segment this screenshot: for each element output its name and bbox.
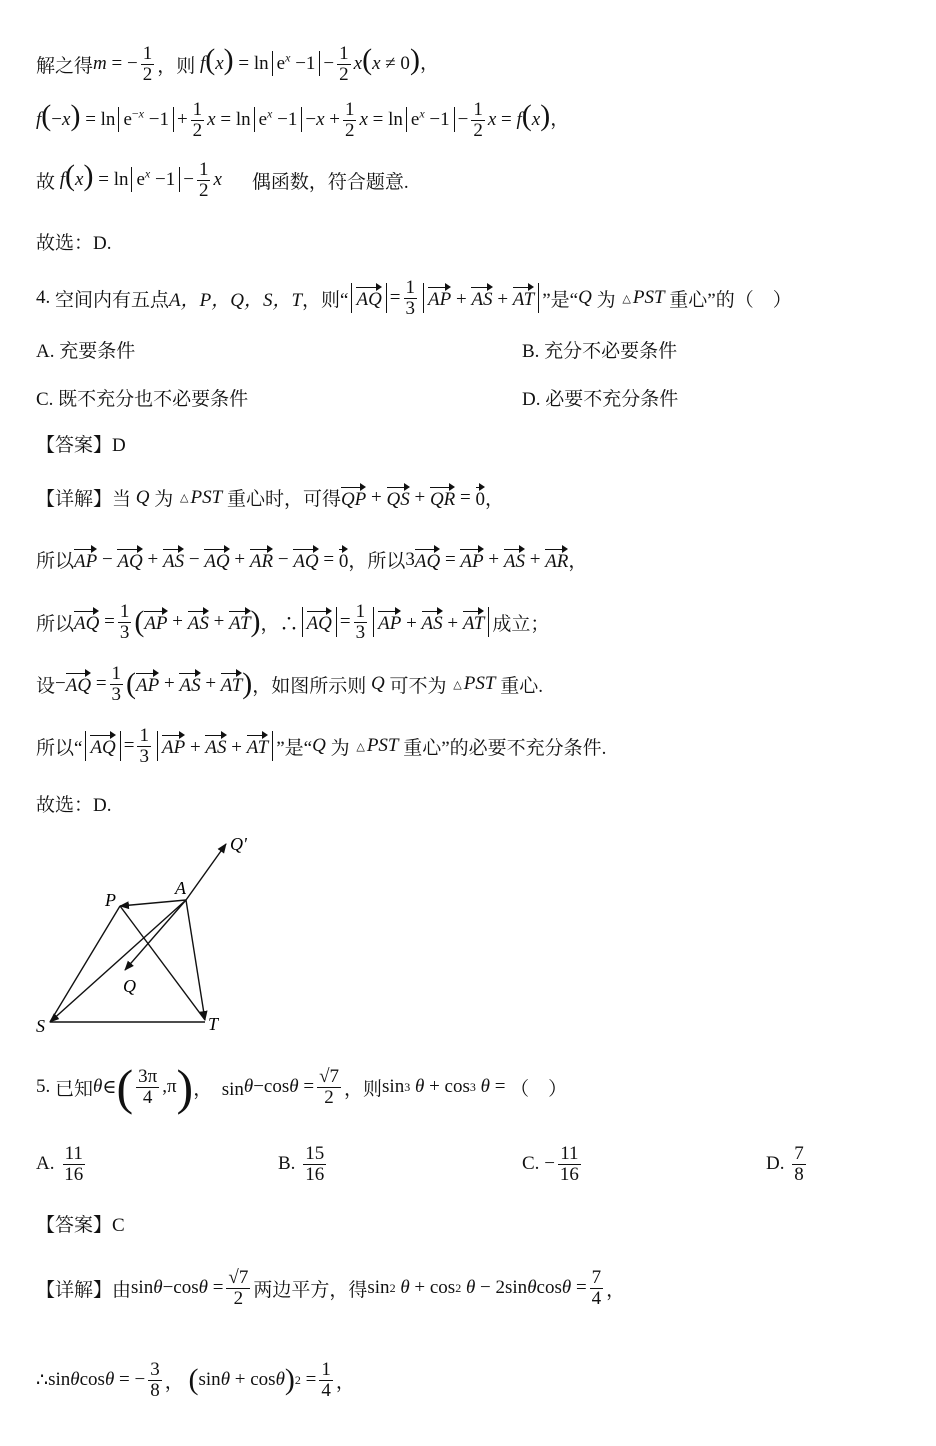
q-number: 5. xyxy=(36,1076,51,1097)
text: ，则“ xyxy=(302,289,349,311)
text: 故 xyxy=(36,171,56,193)
text: 偶函数，符合题意. xyxy=(251,171,409,193)
text: 已知 xyxy=(55,1078,94,1100)
option-d[interactable]: D. 必要不充分条件 xyxy=(522,389,679,410)
vector-AS xyxy=(50,900,186,1022)
detail-4-line-4: 设 − AQ = $\frac{1}{3}$ ( AP + AS + AT ) ，如图所示则 Q 可不为 △ PST 重心. xyxy=(36,663,543,705)
text: ，则 xyxy=(344,1078,383,1100)
text: 重心. xyxy=(500,675,543,697)
answer-4: 【答案】D xyxy=(36,435,126,456)
detail-5-line-1: 【详解】 由 sin θ −cos θ = $\frac{√7}{2}$ 两边平方，得 sin 2 θ + cos 2 θ − 2sin θ cos θ = $\frac{7}{4}$ ， xyxy=(36,1267,626,1309)
solution-line-3: 故 $f(x) = \ln e^x -1$ − $\frac{1}{2}$ x 偶函数，符合题意. xyxy=(36,158,409,201)
text: 解之得 xyxy=(36,55,94,77)
text: 两边平方，得 xyxy=(253,1279,368,1301)
label-Qprime: Q' xyxy=(230,834,247,854)
question-4: 4. 空间内有五点 A，P，Q，S，T ，则“ AQ = $\frac{1}{3}$ AP + AS + AT ”是“ Q 为 △ PST 重心”的（ ） xyxy=(36,277,792,319)
text: ”是“ xyxy=(276,737,313,759)
answer-5: 【答案】C xyxy=(36,1215,125,1236)
geometry-figure xyxy=(30,830,280,1040)
q-number: 4. xyxy=(36,287,51,309)
vector-AT xyxy=(186,900,205,1020)
detail-5-line-2: ∴ sin θ cos θ = − $\frac{3}{8}$ ， ( sin θ + cos θ ) 2 = $\frac{1}{4}$ ， xyxy=(36,1359,355,1401)
q5-option-a[interactable]: A. $\frac{11}{16}$ xyxy=(36,1143,84,1185)
detail-4-line-5: 所以“ AQ = $\frac{1}{3}$ AP + AS + AT ”是“ Q 为 △ PST 重心”的必要不充分条件. xyxy=(36,725,607,767)
detail-4-line-1: 【详解】 当 Q 为 △ PST 重心时，可得 QP + QS + QR = 0 ， xyxy=(36,484,504,511)
text: 由 xyxy=(112,1279,132,1301)
text: 当 xyxy=(112,489,132,510)
label-T: T xyxy=(208,1014,219,1034)
solution-line-2: $f(-x) = \ln e^{-x} -1$ + $\frac{1}{2}$ $x = \ln e^x -1 -x$ + $\frac{1}{2}$ $x = \ln e^x -1$ − $\frac{1}{2}$ x = f(x)， xyxy=(36,98,570,141)
text: 重心”的必要不充分条件. xyxy=(403,737,607,759)
text: C. xyxy=(522,1153,540,1175)
text: 成立； xyxy=(492,613,550,635)
text: 可不为 xyxy=(389,675,447,697)
text: ∴ xyxy=(36,1369,49,1391)
detail-4-line-2: 所以 AP − AQ + AS − AQ + AR − AQ = 0 ，所以 3 AQ = AP + AS + AR ， xyxy=(36,546,587,573)
text: ，如图所示则 xyxy=(252,675,367,697)
text: 重心”的（ ） xyxy=(669,289,792,311)
option-b[interactable]: B. 充分不必要条件 xyxy=(522,341,678,362)
text: A. xyxy=(36,1153,55,1175)
text: D. xyxy=(766,1153,785,1175)
label-S: S xyxy=(36,1016,45,1036)
q5-option-b[interactable]: B. $\frac{15}{16}$ xyxy=(278,1143,325,1185)
text: ”是“ xyxy=(542,289,579,311)
label-A: A xyxy=(175,878,186,898)
points: A，P，Q，S，T xyxy=(169,289,303,311)
text: ，则 xyxy=(157,55,196,77)
text: 空间内有五点 xyxy=(55,289,170,311)
choose-line-1: 故选：D. xyxy=(36,233,112,254)
vector-AP xyxy=(120,900,186,906)
text: 所以“ xyxy=(36,737,83,759)
option-a[interactable]: A. 充要条件 xyxy=(36,341,136,362)
vector-AQprime xyxy=(186,844,226,900)
text: 所以 xyxy=(36,613,75,635)
solution-line-1: 解之得 m = − $\frac{1}{2}$ ，则 $f(x) = \ln e^x -1$ − $\frac{1}{2}$ x(x ≠ 0)， xyxy=(36,42,439,85)
q5-option-c[interactable]: C. − $\frac{11}{16}$ xyxy=(522,1143,579,1185)
q5-option-d[interactable]: D. $\frac{7}{8}$ xyxy=(766,1143,804,1185)
segment-PS xyxy=(50,906,120,1022)
text: 为 xyxy=(596,289,616,311)
detail-label: 【详解】 xyxy=(36,489,113,510)
label-Q: Q xyxy=(123,976,136,996)
text: 为 xyxy=(154,489,174,510)
text: B. xyxy=(278,1153,296,1175)
text: 重心时，可得 xyxy=(226,489,341,510)
option-c[interactable]: C. 既不充分也不必要条件 xyxy=(36,389,249,410)
segment-PT xyxy=(120,906,205,1020)
text: 所以 xyxy=(36,551,75,572)
text: 为 xyxy=(330,737,350,759)
text: （ ） xyxy=(510,1078,568,1100)
question-5: 5. 已知 θ ∈ ( $\frac{3\pi}{4}$ ,π ) ， sin θ −cos θ = $\frac{√7}{2}$ ，则 sin 3 θ + cos 3 θ = （ ） xyxy=(36,1059,568,1115)
choose-line-2: 故选：D. xyxy=(36,795,112,816)
text: ，所以 xyxy=(348,551,406,572)
text: 设 xyxy=(36,675,56,697)
label-P: P xyxy=(105,890,116,910)
detail-label: 【详解】 xyxy=(36,1279,113,1301)
text: ，∴ xyxy=(260,613,299,635)
detail-4-line-3: 所以 AQ = $\frac{1}{3}$ ( AP + AS + AT ) ，∴ AQ = $\frac{1}{3}$ AP + AS + AT 成立； xyxy=(36,601,550,643)
vector-AQ xyxy=(125,900,186,970)
